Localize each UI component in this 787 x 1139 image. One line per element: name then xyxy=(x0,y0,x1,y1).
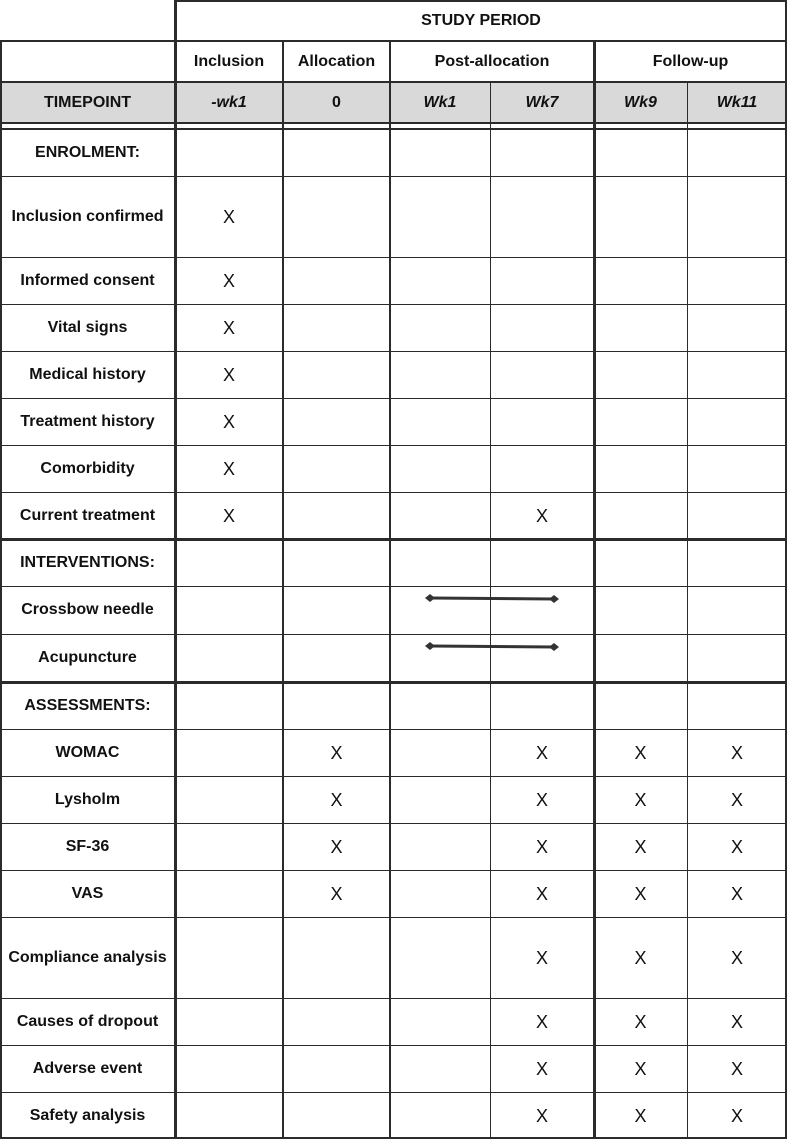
mark-x: X xyxy=(634,883,647,904)
row-label: Adverse event xyxy=(32,1059,143,1077)
mark-x: X xyxy=(535,1105,548,1126)
row-label: Informed consent xyxy=(20,271,155,289)
grid-vline xyxy=(687,82,688,1139)
grid-hline xyxy=(0,586,787,587)
mark-x: X xyxy=(730,883,743,904)
mark-x: X xyxy=(634,947,647,968)
grid-left-edge xyxy=(0,41,2,1139)
mark-x: X xyxy=(730,1058,743,1079)
grid-hline xyxy=(0,917,787,918)
row-label: Safety analysis xyxy=(29,1106,146,1124)
period-inclusion: Inclusion xyxy=(193,52,265,70)
mark-x: X xyxy=(222,206,235,227)
section-enrolment: ENROLMENT: xyxy=(35,143,140,161)
mark-x: X xyxy=(730,836,743,857)
span-end-diamond xyxy=(549,643,559,651)
grid-hline xyxy=(0,1092,787,1093)
grid-hline xyxy=(0,1045,787,1046)
row-label: Treatment history xyxy=(20,412,155,430)
timepoint-3: Wk7 xyxy=(525,93,559,111)
grid-hline xyxy=(0,634,787,635)
timepoint-5: Wk11 xyxy=(716,93,758,111)
row-label: Crossbow needle xyxy=(21,601,154,618)
grid-hline xyxy=(0,729,787,730)
mark-x: X xyxy=(535,1011,548,1032)
row-label: Lysholm xyxy=(54,790,121,808)
grid-hline xyxy=(0,681,787,684)
grid-hline xyxy=(0,870,787,871)
row-label: Acupuncture xyxy=(38,649,137,666)
grid-hline xyxy=(0,823,787,824)
grid-hline xyxy=(0,998,787,999)
mark-x: X xyxy=(222,364,235,385)
mark-x: X xyxy=(634,742,647,763)
row-label: Current treatment xyxy=(19,506,156,524)
mark-x: X xyxy=(634,789,647,810)
timepoint-2: Wk1 xyxy=(423,93,457,111)
study-period-heading: STUDY PERIOD xyxy=(421,11,541,29)
mark-x: X xyxy=(222,317,235,338)
mark-x: X xyxy=(535,947,548,968)
mark-x: X xyxy=(535,1058,548,1079)
grid-vline xyxy=(593,41,596,1139)
mark-x: X xyxy=(330,883,343,904)
period-post-allocation: Post-allocation xyxy=(434,52,550,70)
grid-hline xyxy=(0,128,787,130)
mark-x: X xyxy=(535,789,548,810)
row-label: Compliance analysis xyxy=(8,948,167,966)
grid-hline xyxy=(0,176,787,177)
mark-x: X xyxy=(222,458,235,479)
timepoint-4: Wk9 xyxy=(624,93,657,111)
row-label: Vital signs xyxy=(47,318,128,336)
row-label: Causes of dropout xyxy=(16,1012,159,1030)
mark-x: X xyxy=(634,1058,647,1079)
grid-hline xyxy=(0,257,787,258)
grid-vline-label xyxy=(174,0,177,1139)
mark-x: X xyxy=(634,836,647,857)
mark-x: X xyxy=(634,1011,647,1032)
grid-hline xyxy=(0,538,787,541)
row-label: VAS xyxy=(71,884,104,902)
period-follow-up: Follow-up xyxy=(652,52,729,70)
mark-x: X xyxy=(222,270,235,291)
timepoint-0: -wk1 xyxy=(211,93,247,111)
grid-vline xyxy=(490,82,491,1139)
row-label: Inclusion confirmed xyxy=(11,207,164,225)
mark-x: X xyxy=(330,789,343,810)
span-start-diamond xyxy=(425,642,435,650)
mark-x: X xyxy=(222,505,235,526)
grid-hline xyxy=(0,81,787,83)
mark-x: X xyxy=(730,742,743,763)
grid-hline xyxy=(0,398,787,399)
mark-x: X xyxy=(535,742,548,763)
grid-hline xyxy=(0,122,787,124)
mark-x: X xyxy=(330,742,343,763)
period-allocation: Allocation xyxy=(297,52,376,70)
grid-hline xyxy=(0,776,787,777)
row-label: Comorbidity xyxy=(40,459,135,477)
span-line xyxy=(430,646,554,647)
grid-hline xyxy=(0,445,787,446)
section-assessments: ASSESSMENTS: xyxy=(24,696,151,714)
grid-hline xyxy=(0,351,787,352)
mark-x: X xyxy=(730,947,743,968)
row-label: WOMAC xyxy=(55,743,120,761)
timepoint-1: 0 xyxy=(332,93,341,111)
mark-x: X xyxy=(730,789,743,810)
mark-x: X xyxy=(330,836,343,857)
mark-x: X xyxy=(535,505,548,526)
mark-x: X xyxy=(535,883,548,904)
mark-x: X xyxy=(535,836,548,857)
timepoint-label: TIMEPOINT xyxy=(43,93,132,111)
grid-hline xyxy=(0,304,787,305)
grid-hline xyxy=(0,492,787,493)
row-label: Medical history xyxy=(29,365,146,383)
section-interventions: INTERVENTIONS: xyxy=(20,553,155,571)
grid-vline xyxy=(282,41,284,1139)
grid-hline xyxy=(175,0,787,2)
grid-vline xyxy=(389,41,391,1139)
row-label: SF-36 xyxy=(65,837,110,855)
grid-hline xyxy=(0,40,787,42)
mark-x: X xyxy=(222,411,235,432)
mark-x: X xyxy=(634,1105,647,1126)
mark-x: X xyxy=(730,1011,743,1032)
mark-x: X xyxy=(730,1105,743,1126)
